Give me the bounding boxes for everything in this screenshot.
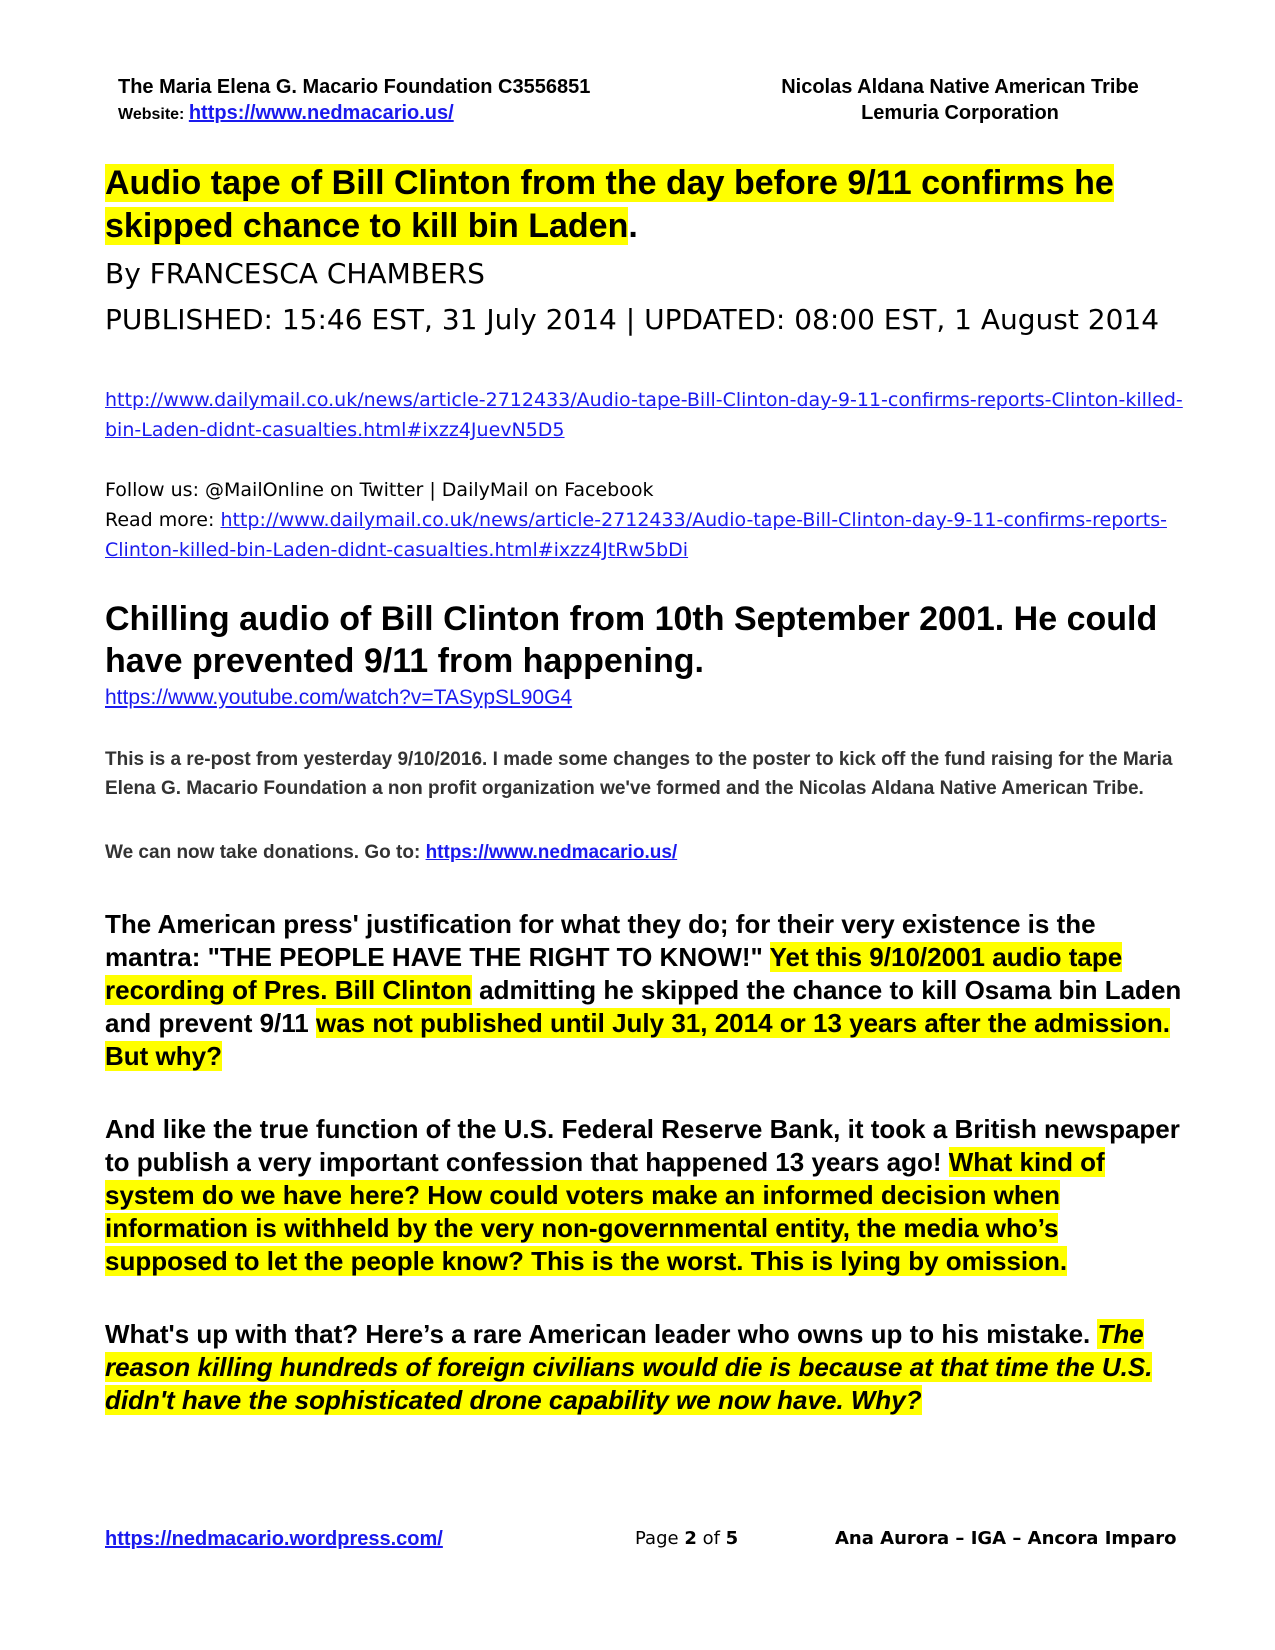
byline: By FRANCESCA CHAMBERS <box>105 257 485 290</box>
paragraph-federal-reserve <box>105 1113 1185 1278</box>
paragraph-press <box>105 908 1185 1073</box>
article-meta <box>105 251 1175 343</box>
website-link[interactable]: https://www.nedmacario.us/ <box>188 102 454 124</box>
header-left <box>118 74 698 128</box>
read-more-link[interactable]: http://www.dailymail.co.uk/news/article-2712433/Audio-tape-Bill-Clinton-day-9-11-confirms-reports-Clinton-killed-bin-Laden-didnt-casualties.html#ixzz4JtRw5bDi <box>105 509 1167 561</box>
p1-highlight-b: was not published until July 31, 2014 or 13 years after the admission. But why? <box>105 1008 1170 1071</box>
source-link[interactable]: http://www.dailymail.co.uk/news/article-2712433/Audio-tape-Bill-Clinton-day-9-11-confirms-reports-Clinton-killed-bin-Laden-didnt-casualties.html#ixzz4JuevN5D5 <box>105 389 1183 441</box>
corporation-name: Lemuria Corporation <box>861 102 1059 124</box>
donate-link[interactable]: https://www.nedmacario.us/ <box>425 842 678 863</box>
follow-text: Follow us: @MailOnline on Twitter | DailyMail on Facebook <box>105 479 654 501</box>
p1-highlight-a: Yet this 9/10/2001 audio tape recording of Pres. Bill Clinton <box>105 942 1123 1005</box>
donate-text: We can now take donations. Go to: <box>105 842 426 863</box>
p3-highlight: The reason killing hundreds of foreign civilians would die is because at that time the U.S. didn't have the sophisticated drone capability we now have. Why? <box>105 1319 1153 1415</box>
website-line <box>118 100 698 128</box>
read-more-label: Read more: <box>105 509 221 531</box>
repost-note: This is a re-post from yesterday 9/10/2016. I made some changes to the poster to kick off the fund raising for the Maria Elena G. Macario Foundation a non profit organization we've formed and the Nicolas Aldana Native American Tribe. <box>105 749 1173 799</box>
source-link-block <box>105 385 1185 445</box>
p2-highlight: What kind of system do we have here? How could voters make an informed decision when information is withheld by the very non-governmental entity, the media who’s supposed to let the people know? This is the worst. This is lying by omission. <box>105 1147 1105 1276</box>
headline-highlighted: Audio tape of Bill Clinton from the day before 9/11 confirms he skipped chance to kill bin Laden <box>105 164 1114 245</box>
footer-blog-link[interactable]: https://nedmacario.wordpress.com/ <box>105 1528 443 1550</box>
foundation-name: The Maria Elena G. Macario Foundation C3556851 <box>118 76 591 98</box>
website-label: Website: <box>118 106 185 123</box>
p1-text-a: The American press' justification for what they do; for their very existence is the mantra: "THE PEOPLE HAVE THE RIGHT TO KNOW!" <box>105 909 1096 972</box>
published-date: PUBLISHED: 15:46 EST, 31 July 2014 | UPDATED: 08:00 EST, 1 August 2014 <box>105 303 1160 336</box>
article-headline <box>105 162 1175 248</box>
page-number <box>635 1528 738 1549</box>
page-prefix: Page <box>635 1528 685 1549</box>
page-mid: of <box>696 1528 726 1549</box>
tribe-name: Nicolas Aldana Native American Tribe <box>781 76 1139 98</box>
donate-line <box>105 840 1185 866</box>
p2-text: And like the true function of the U.S. Federal Reserve Bank, it took a British newspaper to publish a very important confession that happened 13 years ago! <box>105 1114 1180 1177</box>
section-headline: Chilling audio of Bill Clinton from 10th September 2001. He could have prevented 9/11 from happening. <box>105 600 1158 680</box>
p1-text-b: admitting he skipped the chance to kill Osama bin Laden and prevent 9/11 <box>105 975 1182 1038</box>
youtube-link-block <box>105 685 572 711</box>
paragraph-leader <box>105 1318 1185 1417</box>
header-right <box>740 74 1180 126</box>
follow-block <box>105 475 1185 565</box>
youtube-link[interactable]: https://www.youtube.com/watch?v=TASypSL90G4 <box>105 686 573 709</box>
p3-text: What's up with that? Here’s a rare American leader who owns up to his mistake. <box>105 1319 1098 1349</box>
page-current: 2 <box>684 1528 697 1549</box>
headline-period: . <box>628 207 638 245</box>
read-more-line <box>105 505 1185 565</box>
footer-left <box>105 1528 443 1551</box>
footer-right: Ana Aurora – IGA – Ancora Imparo <box>835 1528 1177 1549</box>
page-total: 5 <box>725 1528 739 1549</box>
